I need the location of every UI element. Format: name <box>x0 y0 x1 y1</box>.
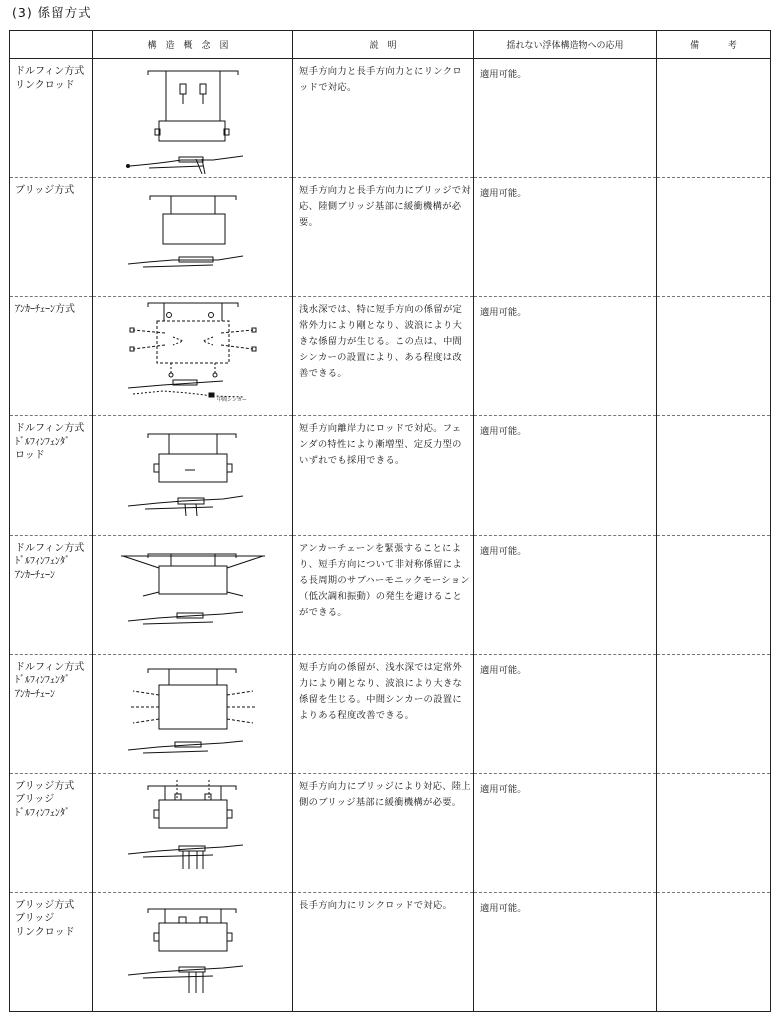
remarks-cell <box>657 773 771 892</box>
method-name: ブリッジ方式 ブリッジ リンクロッド <box>15 899 75 938</box>
applicability-text: 適用可能。 <box>480 188 527 200</box>
applicability-cell <box>474 773 657 892</box>
remarks-text <box>657 655 770 662</box>
bridge-diagram <box>93 178 293 293</box>
header-diagram: 構造概念図 <box>93 31 293 59</box>
method-name: ドルフィン方式 ﾄﾞﾙﾌｨﾝﾌｪﾝﾀﾞ ｱﾝｶｰﾁｪｰﾝ <box>15 661 85 700</box>
method-name: ｱﾝｶｰﾁｪｰﾝ方式 <box>15 304 75 316</box>
header-method <box>10 31 93 59</box>
description-text: 浅水深では、特に短手方向の係留が定常外力により剛となり、波浪により大きな係留力が生じる。この点は、中間シンカーの設置により、ある程度は改善できる。 <box>299 304 463 380</box>
description-cell <box>293 178 474 297</box>
remarks-cell <box>657 416 771 535</box>
applicability-cell <box>474 416 657 535</box>
method-cell <box>10 892 93 1011</box>
method-name: ドルフィン方式 ﾄﾞﾙﾌｨﾝﾌｪﾝﾀﾞ ｱﾝｶｰﾁｪｰﾝ <box>15 542 85 581</box>
method-cell <box>10 59 93 178</box>
page-title: (3) 係留方式 <box>12 5 92 20</box>
dolphin-fender-chain-sinker-diagram <box>93 655 293 770</box>
method-name: ドルフィン方式 リンクロッド <box>15 66 85 91</box>
diagram-cell <box>93 654 293 773</box>
method-cell <box>10 178 93 297</box>
diagram-cell <box>93 178 293 297</box>
method-cell <box>10 654 93 773</box>
applicability-cell <box>474 535 657 654</box>
description-cell <box>293 297 474 416</box>
applicability-cell <box>474 654 657 773</box>
diagram-cell <box>93 892 293 1011</box>
remarks-text <box>657 536 770 543</box>
applicability-text: 適用可能。 <box>480 545 527 557</box>
table-row <box>10 297 771 416</box>
table-row <box>10 773 771 892</box>
description-text: 短手方向力と長手方向力とにリンクロッドで対応。 <box>299 66 462 93</box>
header-row <box>10 31 771 59</box>
method-cell <box>10 297 93 416</box>
description-text: 長手方向力にリンクロッドで対応。 <box>299 899 453 911</box>
dolphin-link-rod-diagram <box>93 59 293 174</box>
dolphin-fender-chain-diagram <box>93 536 293 651</box>
description-text: 短手方向の係留が、浅水深では定常外力により剛となり、波浪により大きな係留を生じる。中間シンカーの設置によりある程度改善できる。 <box>299 661 463 721</box>
remarks-cell <box>657 892 771 1011</box>
applicability-text: 適用可能。 <box>480 426 527 438</box>
diagram-cell <box>93 535 293 654</box>
anchor-chain-diagram <box>93 297 293 412</box>
description-text: 短手方向離岸力にロッドで対応。フェンダの特性により漸増型、定反力型のいずれでも採用できる。 <box>299 423 462 467</box>
applicability-cell <box>474 178 657 297</box>
applicability-cell <box>474 297 657 416</box>
description-cell <box>293 59 474 178</box>
sinker-label: 中間シンカー <box>217 397 247 404</box>
table-row <box>10 654 771 773</box>
table-row <box>10 416 771 535</box>
description-text: 短手方向力にブリッジにより対応、陸上側のブリッジ基部に緩衝機構が必要。 <box>299 780 471 808</box>
diagram-cell <box>93 297 293 416</box>
method-cell <box>10 535 93 654</box>
bridge-fender-diagram <box>93 774 293 889</box>
dolphin-fender-rod-diagram <box>93 416 293 531</box>
table-row <box>10 178 771 297</box>
remarks-cell <box>657 59 771 178</box>
diagram-cell <box>93 416 293 535</box>
method-cell <box>10 773 93 892</box>
description-cell <box>293 416 474 535</box>
method-name: ブリッジ方式 <box>15 185 75 197</box>
remarks-text <box>657 416 770 423</box>
mooring-methods-table <box>9 30 771 1012</box>
description-cell <box>293 535 474 654</box>
applicability-text: 適用可能。 <box>480 664 527 676</box>
remarks-text <box>657 59 770 66</box>
remarks-cell <box>657 654 771 773</box>
description-text: 短手方向力と長手方向力にブリッジで対応、陸側ブリッジ基部に緩衝機構が必要。 <box>299 185 471 229</box>
applicability-text: 適用可能。 <box>480 783 527 795</box>
description-cell <box>293 654 474 773</box>
description-text: アンカーチェーンを緊張することにより、短手方向について非対称係留による長周期のサブハーモニックモーション（低次調和振動）の発生を避けることができる。 <box>299 542 470 618</box>
method-name: ドルフィン方式 ﾄﾞﾙﾌｨﾝﾌｪﾝﾀﾞ ロッド <box>15 423 85 462</box>
method-cell <box>10 416 93 535</box>
remarks-text <box>657 893 770 900</box>
table-row <box>10 892 771 1011</box>
applicability-cell <box>474 892 657 1011</box>
applicability-text: 適用可能。 <box>480 902 527 914</box>
header-applicability: 揺れない浮体構造物への応用 <box>474 31 657 59</box>
remarks-text <box>657 774 770 781</box>
bridge-link-rod-diagram <box>93 893 293 1008</box>
remarks-text <box>657 178 770 185</box>
remarks-cell <box>657 178 771 297</box>
remarks-cell <box>657 297 771 416</box>
description-cell <box>293 773 474 892</box>
table-row <box>10 59 771 178</box>
applicability-text: 適用可能。 <box>480 307 527 319</box>
table-row <box>10 535 771 654</box>
remarks-cell <box>657 535 771 654</box>
method-name: ブリッジ方式 ブリッジ ﾄﾞﾙﾌｨﾝﾌｪﾝﾀﾞ <box>15 780 75 819</box>
applicability-cell <box>474 59 657 178</box>
header-remarks: 備 考 <box>657 31 771 59</box>
header-description: 説 明 <box>293 31 474 59</box>
diagram-cell <box>93 773 293 892</box>
description-cell <box>293 892 474 1011</box>
diagram-cell <box>93 59 293 178</box>
remarks-text <box>657 297 770 304</box>
applicability-text: 適用可能。 <box>480 69 527 80</box>
